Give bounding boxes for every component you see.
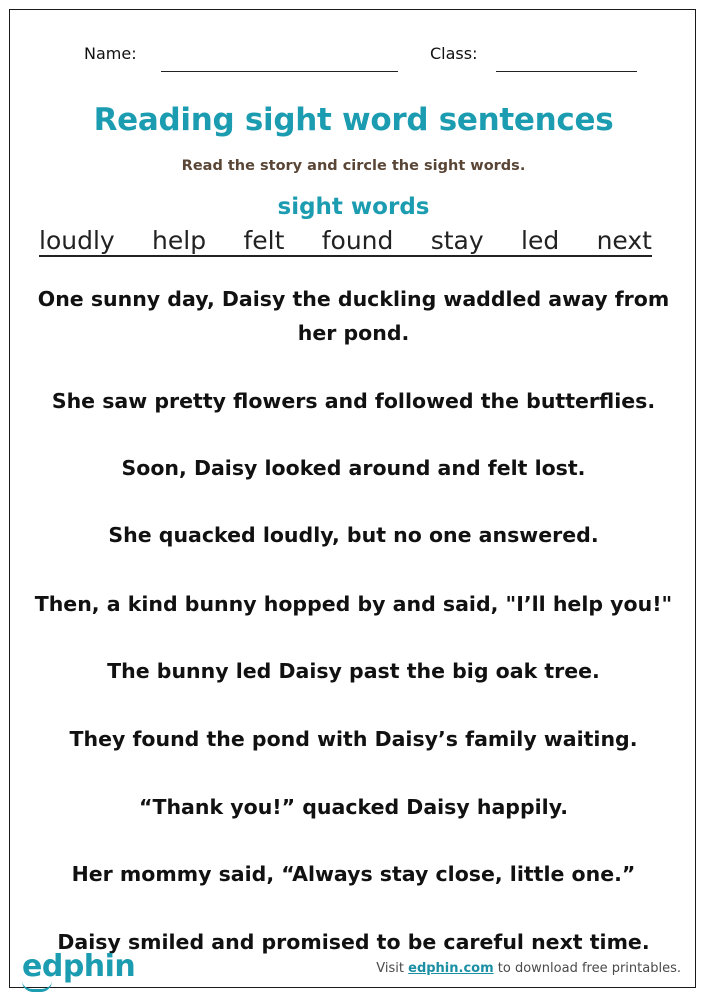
story-sentence[interactable]: One sunny day, Daisy the duckling waddled away from her pond. <box>37 287 670 345</box>
footer-pre: Visit <box>376 961 409 976</box>
edphin-logo: edphin <box>22 949 136 984</box>
sight-word: found <box>321 226 394 255</box>
sight-words-heading: sight words <box>277 194 430 220</box>
name-label: Name: <box>84 44 137 63</box>
class-label: Class: <box>430 44 478 63</box>
story-sentence[interactable]: She saw pretty flowers and followed the butterflies. <box>51 389 656 413</box>
sight-word: next <box>596 226 652 255</box>
footer-link[interactable]: edphin.com <box>408 961 494 976</box>
sight-word: help <box>152 226 207 255</box>
story-sentence[interactable]: Her mommy said, “Always stay close, little one.” <box>71 862 636 886</box>
footer-post: to download free printables. <box>493 961 681 976</box>
sight-word: stay <box>430 226 484 255</box>
name-field[interactable] <box>161 71 398 72</box>
sight-word: felt <box>243 226 285 255</box>
story-sentence[interactable]: She quacked loudly, but no one answered. <box>108 523 599 547</box>
instruction-text: Read the story and circle the sight words. <box>181 158 526 174</box>
class-field[interactable] <box>496 71 637 72</box>
story-sentence[interactable]: Soon, Daisy looked around and felt lost. <box>121 456 586 480</box>
sight-word-list <box>39 225 652 257</box>
page-title: Reading sight word sentences <box>93 102 614 138</box>
sight-word: loudly <box>39 226 115 255</box>
page-border <box>9 9 696 988</box>
footer-text <box>376 961 681 976</box>
story-sentence[interactable]: They found the pond with Daisy’s family waiting. <box>69 727 638 751</box>
story-sentence[interactable]: Daisy smiled and promised to be careful next time. <box>57 930 650 954</box>
sight-word: led <box>521 226 560 255</box>
story-sentence[interactable]: The bunny led Daisy past the big oak tree. <box>107 659 600 683</box>
story-sentence[interactable]: Then, a kind bunny hopped by and said, "I’ll help you!" <box>34 592 673 616</box>
logo-smile-icon <box>22 981 52 992</box>
story-sentence[interactable]: “Thank you!” quacked Daisy happily. <box>139 795 568 819</box>
